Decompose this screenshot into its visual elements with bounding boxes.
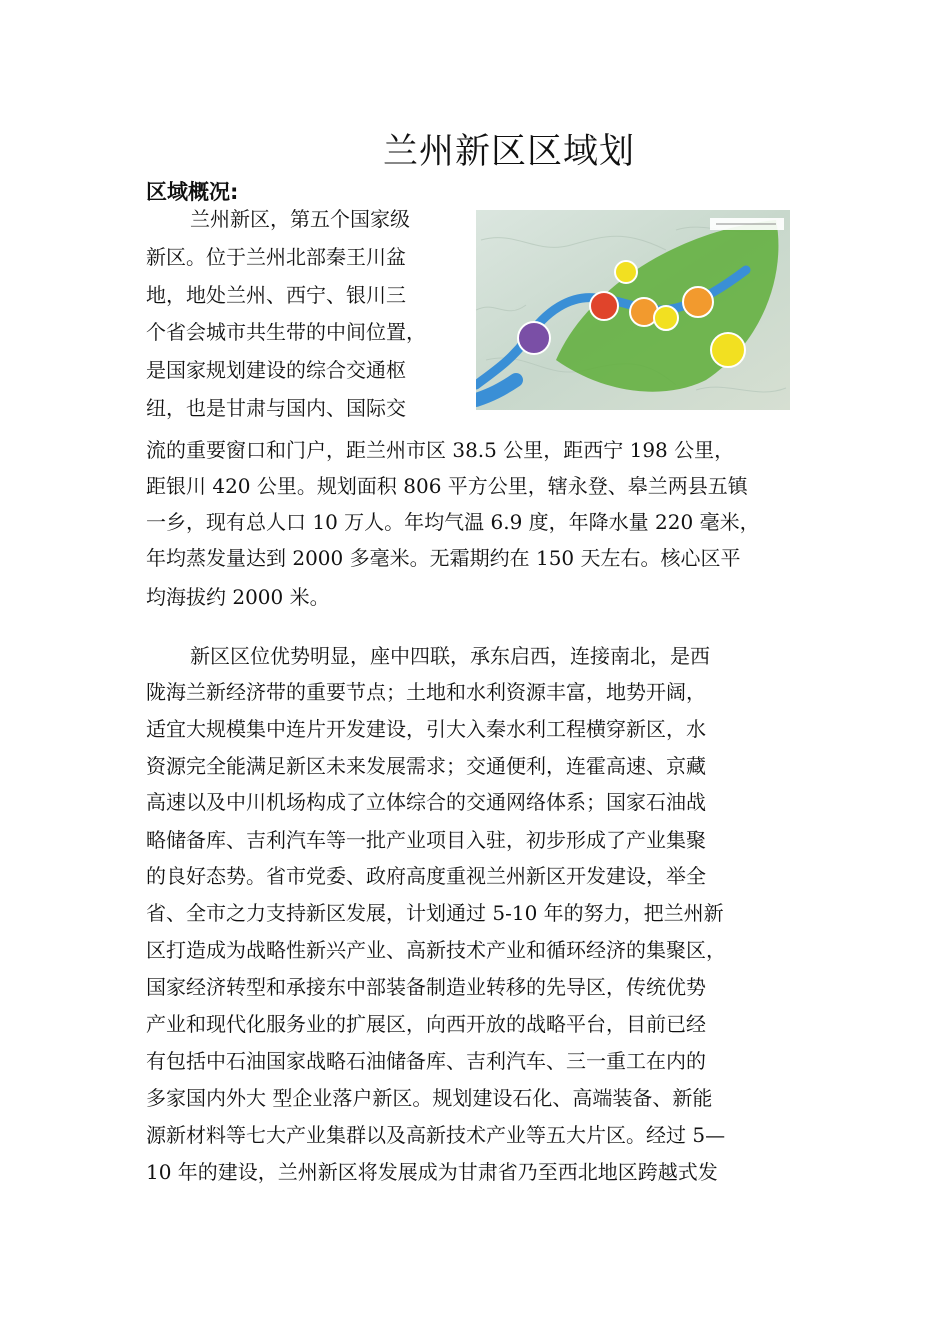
text-line: 流的重要窗口和门户，距兰州市区 38.5 公里，距西宁 198 公里， (146, 438, 735, 462)
text-line: 产业和现代化服务业的扩展区，向西开放的战略平台，目前已经 (146, 1012, 706, 1036)
section-heading: 区域概况: (146, 180, 239, 204)
zone-marker (711, 333, 745, 367)
zone-marker (518, 322, 550, 354)
text-line: 高速以及中川机场构成了立体综合的交通网络体系；国家石油战 (146, 790, 706, 814)
text-line: 个省会城市共生带的中间位置， (146, 320, 426, 344)
zone-marker (615, 261, 637, 283)
text-line: 纽，也是甘肃与国内、国际交 (146, 396, 406, 420)
zone-marker (654, 306, 678, 330)
text-line: 新区区位优势明显，座中四联，承东启西，连接南北，是西 (190, 644, 710, 668)
zone-marker (590, 292, 618, 320)
text-line: 源新材料等七大产业集群以及高新技术产业等五大片区。经过 5— (146, 1123, 726, 1147)
text-line: 国家经济转型和承接东中部装备制造业转移的先导区，传统优势 (146, 975, 706, 999)
regional-map-image (476, 210, 790, 410)
document-title: 兰州新区区域划 (382, 132, 635, 172)
text-line: 略储备库、吉利汽车等一批产业项目入驻，初步形成了产业集聚 (146, 828, 706, 852)
text-line: 有包括中石油国家战略石油储备库、吉利汽车、三一重工在内的 (146, 1049, 706, 1073)
zone-marker (683, 287, 713, 317)
map-graphic (476, 210, 790, 410)
text-line: 年均蒸发量达到 2000 多毫米。无霜期约在 150 天左右。核心区平 (146, 546, 741, 570)
text-line: 陇海兰新经济带的重要节点；土地和水利资源丰富，地势开阔， (146, 680, 706, 704)
text-line: 距银川 420 公里。规划面积 806 平方公里，辖永登、皋兰两县五镇 (146, 474, 748, 498)
text-line: 区打造成为战略性新兴产业、高新技术产业和循环经济的集聚区， (146, 938, 726, 962)
text-line: 地，地处兰州、西宁、银川三 (146, 283, 406, 307)
text-line: 一乡，现有总人口 10 万人。年均气温 6.9 度，年降水量 220 毫米， (146, 510, 760, 534)
text-line: 的良好态势。省市党委、政府高度重视兰州新区开发建设，举全 (146, 864, 706, 888)
text-line: 兰州新区，第五个国家级 (190, 207, 410, 231)
text-line: 资源完全能满足新区未来发展需求；交通便利，连霍高速、京藏 (146, 754, 706, 778)
text-line: 均海拔约 2000 米。 (146, 585, 330, 609)
text-line: 10 年的建设，兰州新区将发展成为甘肃省乃至西北地区跨越式发 (146, 1160, 718, 1184)
text-line: 是国家规划建设的综合交通枢 (146, 358, 406, 382)
text-line: 新区。位于兰州北部秦王川盆 (146, 245, 406, 269)
text-line: 多家国内外大 型企业落户新区。规划建设石化、高端装备、新能 (146, 1086, 713, 1110)
text-line: 省、全市之力支持新区发展，计划通过 5-10 年的努力，把兰州新 (146, 901, 724, 925)
text-line: 适宜大规模集中连片开发建设，引大入秦水利工程横穿新区，水 (146, 717, 706, 741)
